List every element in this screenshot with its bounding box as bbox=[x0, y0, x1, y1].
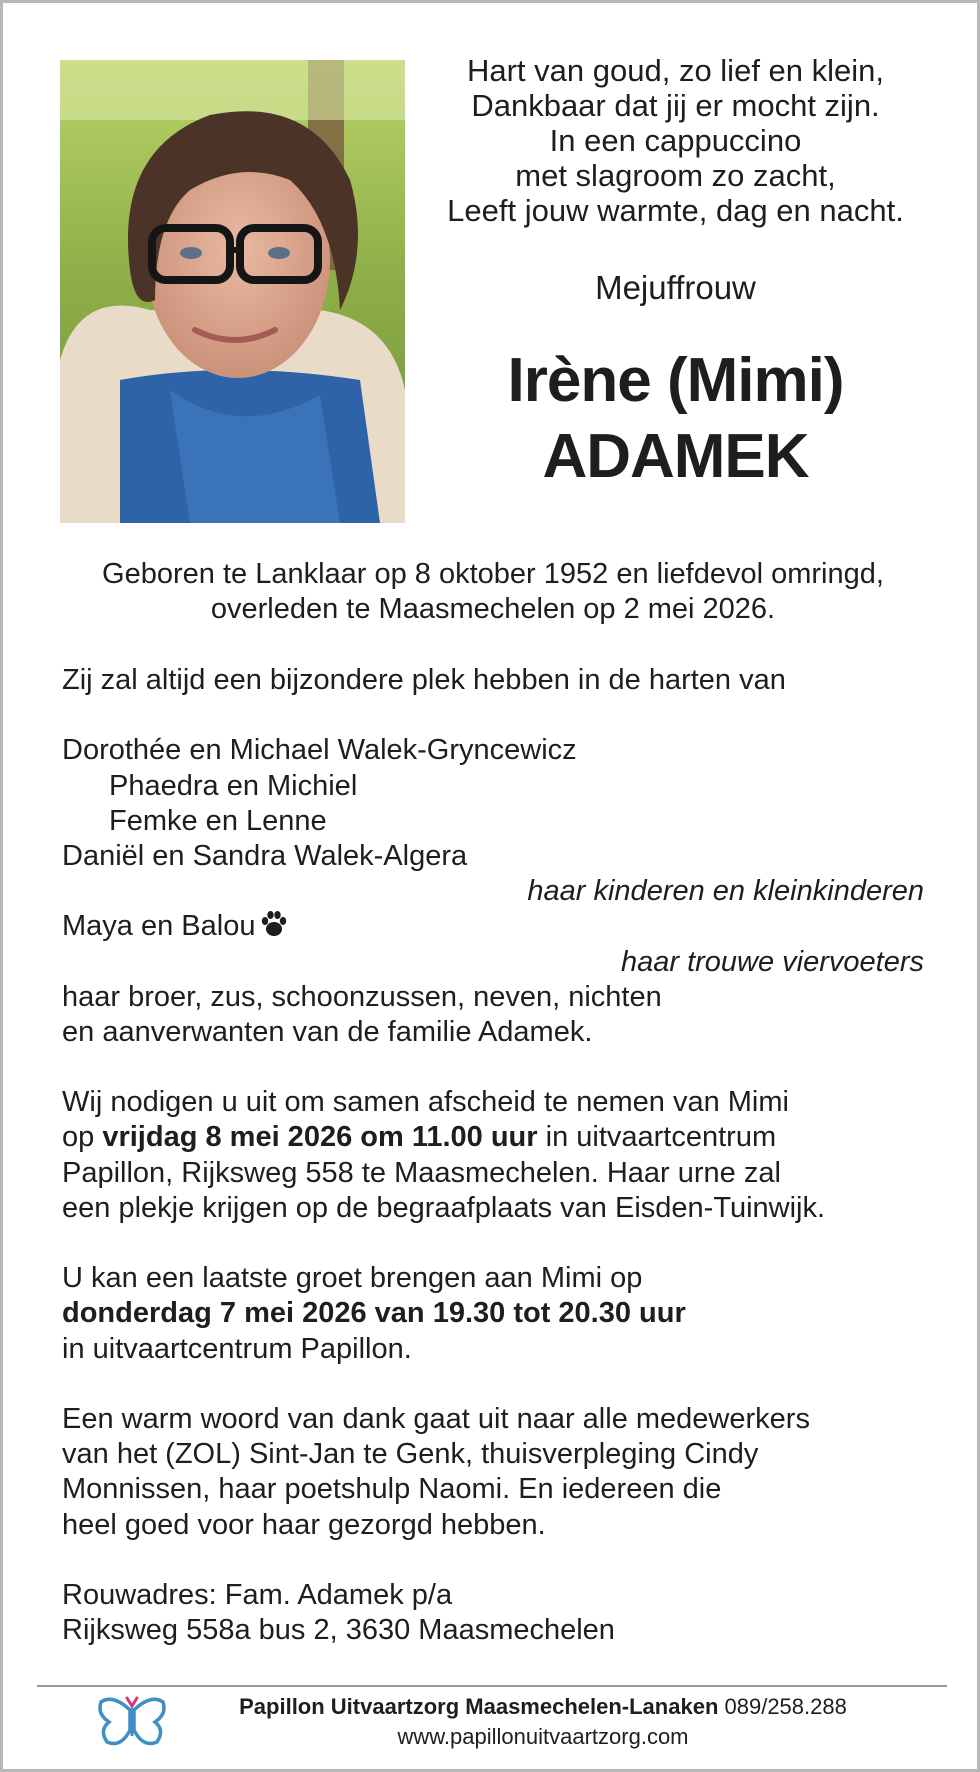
poem-line: In een cappuccino bbox=[549, 123, 802, 158]
footer-company-line bbox=[178, 1692, 908, 1722]
family-line: en aanverwanten van de familie Adamek. bbox=[62, 1015, 593, 1048]
family-line: Daniël en Sandra Walek-Algera bbox=[62, 839, 468, 872]
company-website[interactable]: www.papillonuitvaartzorg.com bbox=[397, 1724, 689, 1749]
paw-icon bbox=[259, 910, 289, 947]
ceremony-line bbox=[62, 1120, 932, 1155]
thanks-line: Een warm woord van dank gaat uit naar alle medewerkers bbox=[62, 1402, 810, 1435]
family-line: Dorothée en Michael Walek-Gryncewicz bbox=[62, 734, 577, 767]
company-name: Papillon Uitvaartzorg Maasmechelen-Lanaken bbox=[239, 1694, 719, 1719]
thanks-line: heel goed voor haar gezorgd hebben. bbox=[62, 1508, 546, 1541]
deceased-name bbox=[428, 343, 923, 495]
family-role: haar kinderen en kleinkinderen bbox=[527, 875, 924, 908]
hearts-intro: Zij zal altijd een bijzondere plek hebben in de harten van bbox=[62, 664, 786, 696]
title-label: Mejuffrouw bbox=[595, 269, 756, 306]
poem-line: Dankbaar dat jij er mocht zijn. bbox=[471, 88, 880, 123]
name-line-last: ADAMEK bbox=[542, 422, 809, 491]
visit-line bbox=[62, 1296, 932, 1331]
pets-line bbox=[62, 909, 932, 944]
footer-divider bbox=[37, 1685, 947, 1687]
ceremony-line: een plekje krijgen op de begraafplaats van Eisden-Tuinwijk. bbox=[62, 1191, 826, 1224]
poem-line: Hart van goud, zo lief en klein, bbox=[466, 53, 885, 88]
family-line: haar broer, zus, schoonzussen, neven, nichten bbox=[62, 980, 662, 1013]
death-line: overleden te Maasmechelen op 2 mei 2026. bbox=[210, 593, 776, 625]
thanks-line: Monnissen, haar poetshulp Naomi. En iedereen die bbox=[62, 1473, 722, 1506]
pets-role: haar trouwe viervoeters bbox=[620, 945, 924, 978]
ceremony-line: Papillon, Rijksweg 558 te Maasmechelen. Haar urne zal bbox=[62, 1156, 781, 1189]
name-line-first: Irène (Mimi) bbox=[507, 346, 844, 415]
ceremony-date: vrijdag 8 mei 2026 om 11.00 uur bbox=[102, 1121, 538, 1154]
pets-names: Maya en Balou bbox=[62, 910, 256, 943]
address-line: Rouwadres: Fam. Adamek p/a bbox=[62, 1578, 453, 1611]
ceremony-text: in uitvaartcentrum bbox=[537, 1121, 777, 1154]
obituary-body bbox=[62, 663, 932, 1648]
ceremony-text: op bbox=[62, 1121, 103, 1154]
birth-death-info bbox=[43, 557, 943, 627]
funeral-home-footer bbox=[178, 1692, 908, 1752]
thanks-line: van het (ZOL) Sint-Jan te Genk, thuisverpleging Cindy bbox=[62, 1438, 759, 1471]
poem-line: Leeft jouw warmte, dag en nacht. bbox=[447, 193, 904, 228]
poem bbox=[428, 53, 923, 228]
family-line: Femke en Lenne bbox=[109, 804, 327, 837]
poem-line: met slagroom zo zacht, bbox=[515, 158, 836, 193]
portrait-photo bbox=[60, 60, 405, 523]
birth-line: Geboren te Lanklaar op 8 oktober 1952 en liefdevol omringd, bbox=[102, 558, 884, 590]
visit-date: donderdag 7 mei 2026 van 19.30 tot 20.30 uur bbox=[62, 1297, 686, 1330]
company-phone: 089/258.288 bbox=[718, 1694, 847, 1719]
butterfly-logo-icon bbox=[95, 1690, 169, 1757]
visit-line: U kan een laatste groet brengen aan Mimi op bbox=[62, 1262, 643, 1295]
ceremony-line: Wij nodigen u uit om samen afscheid te nemen van Mimi bbox=[62, 1086, 789, 1119]
visit-line: in uitvaartcentrum Papillon. bbox=[62, 1332, 412, 1365]
family-line: Phaedra en Michiel bbox=[109, 769, 358, 802]
address-line: Rijksweg 558a bus 2, 3630 Maasmechelen bbox=[62, 1614, 615, 1647]
